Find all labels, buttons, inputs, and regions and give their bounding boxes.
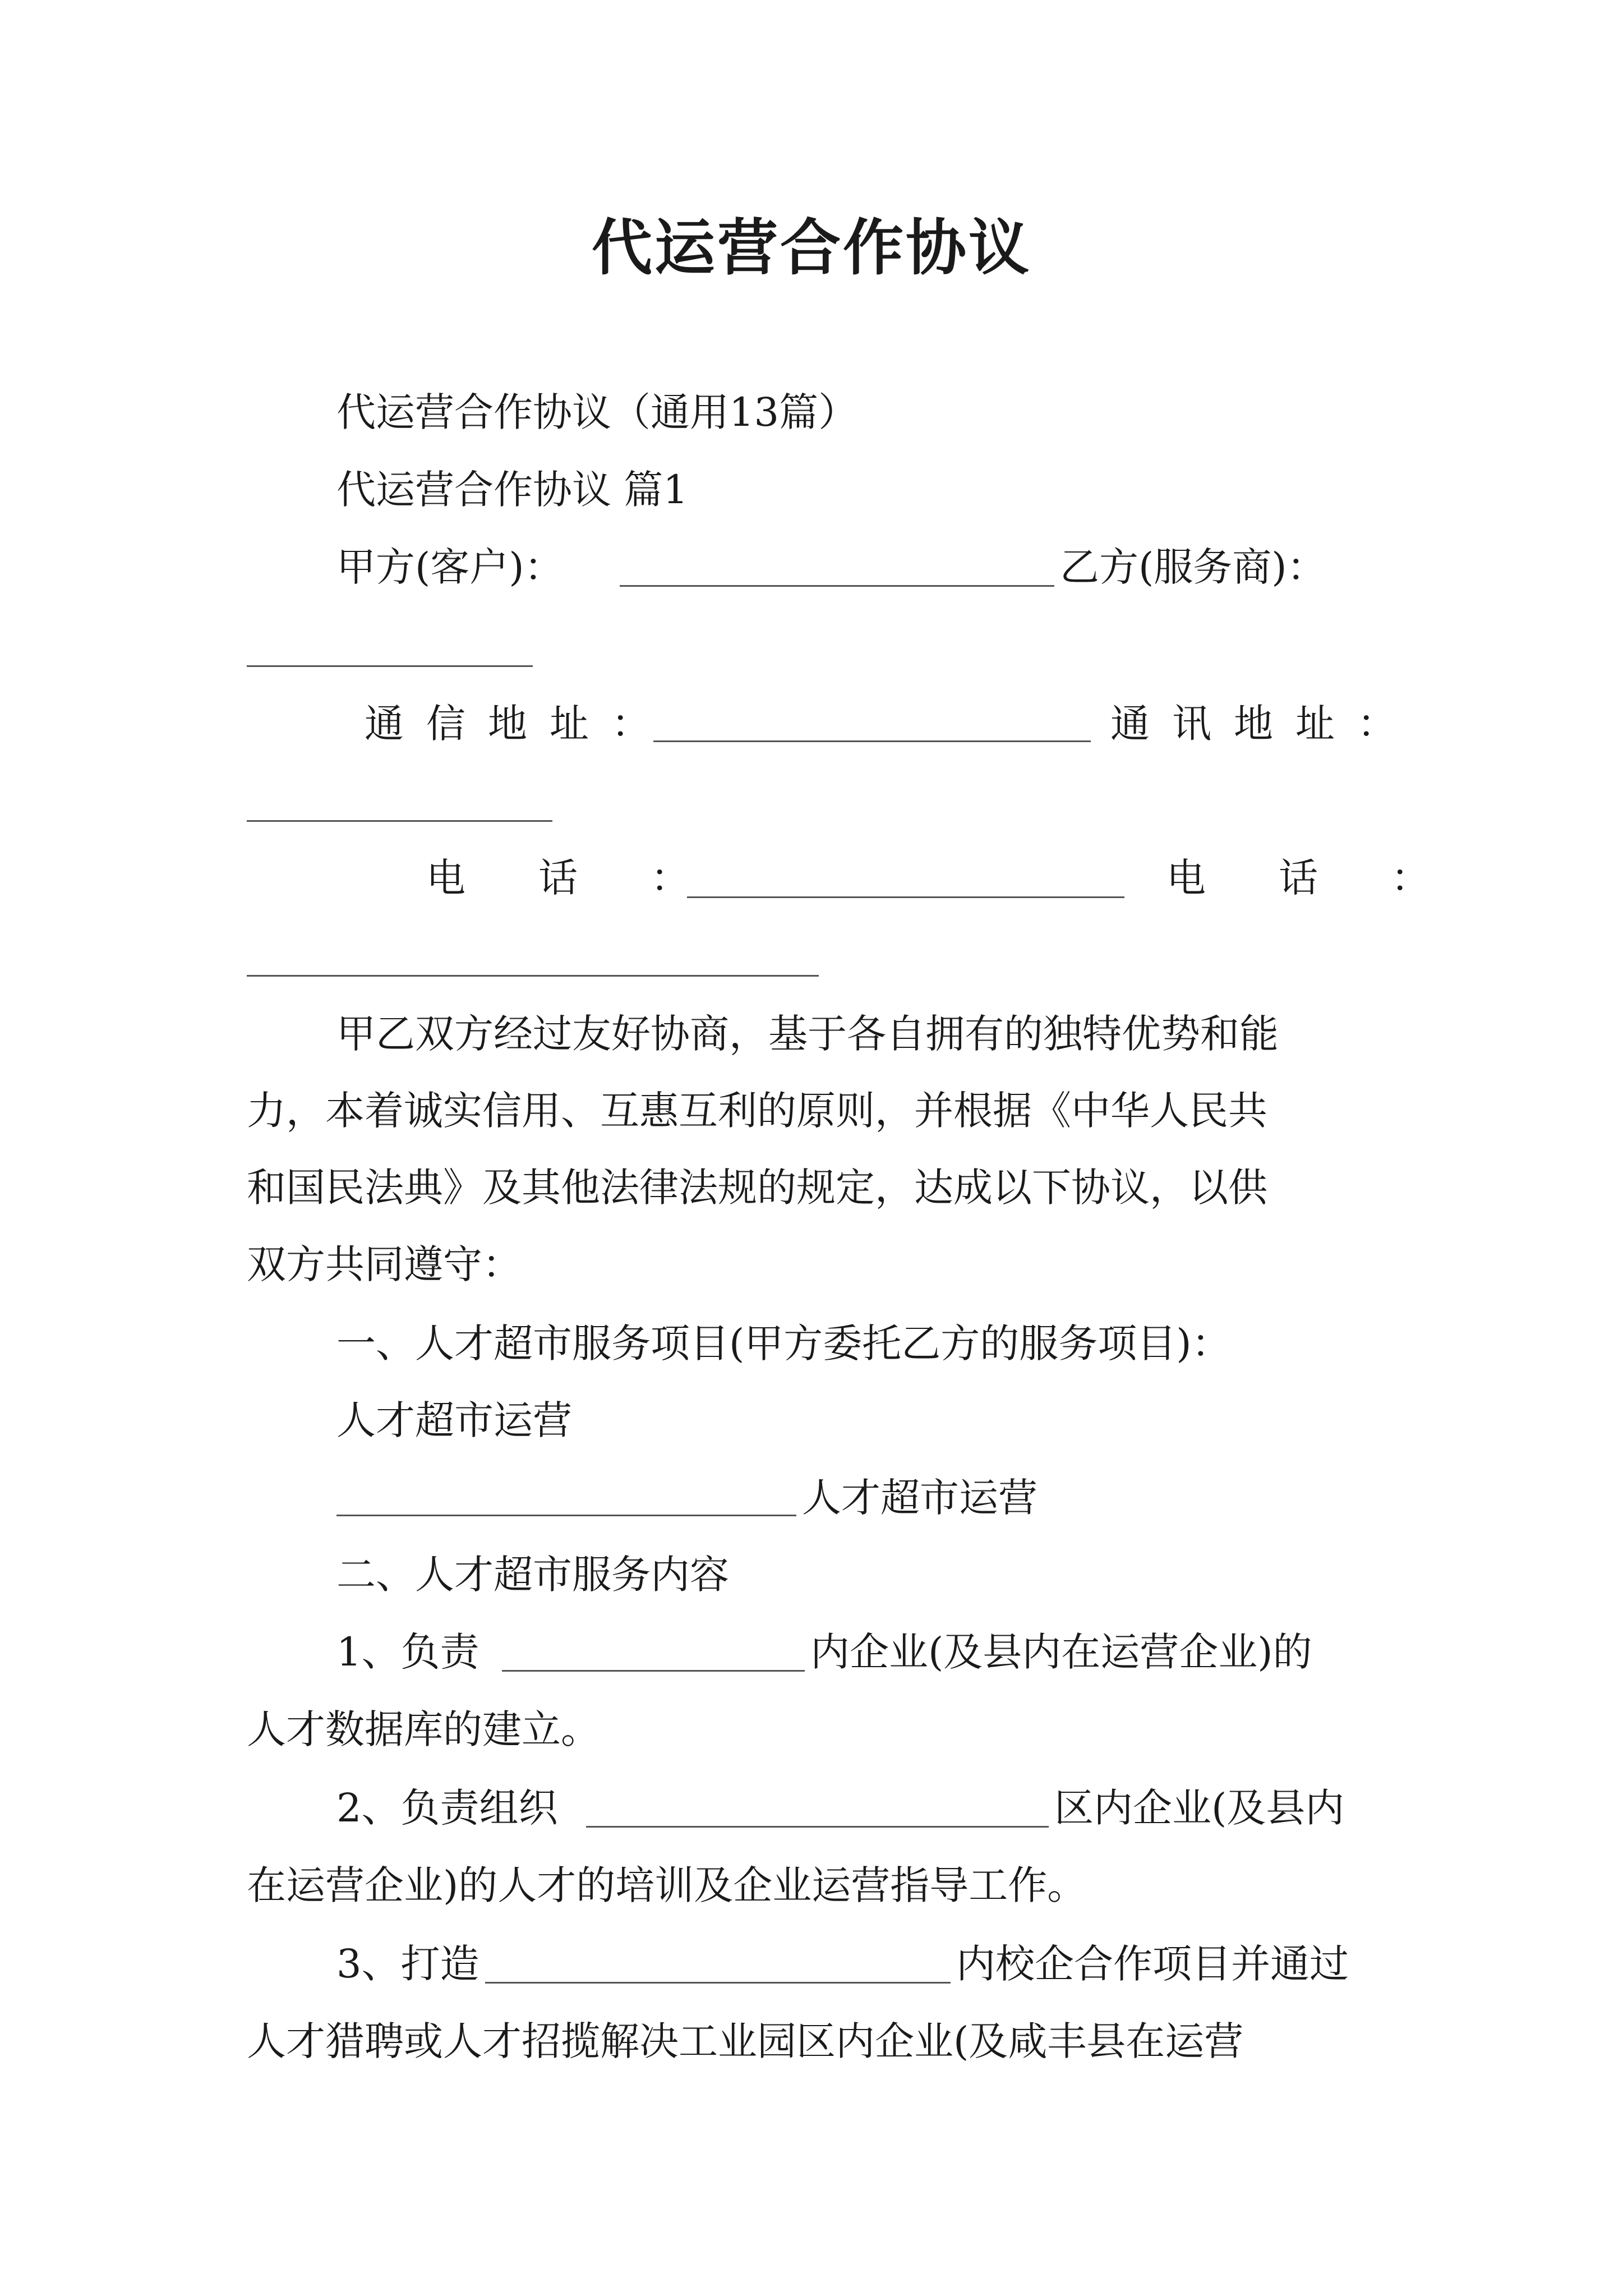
party-a-label: 甲方(客户)： (336, 544, 564, 590)
item2-prefix: 2、负责组织 (336, 1785, 558, 1831)
party-b-label: 乙方(服务商)： (1060, 544, 1326, 590)
item1-line2: 人才数据库的建立。 (247, 1706, 600, 1752)
item2-blank (586, 1826, 1049, 1828)
address-b-blank (247, 820, 552, 822)
party-b-blank (247, 665, 533, 667)
phone-b-label-wrap (1166, 855, 1503, 901)
clause1-item2: 人才超市运营 (802, 1475, 1038, 1521)
phone-a-label: 电话： (426, 855, 763, 901)
item2-line2: 在运营企业)的人才的培训及企业运营指导工作。 (247, 1862, 1087, 1908)
item3-suffix: 内校企合作项目并通过 (956, 1941, 1349, 1987)
intro-line-2: 力，本着诚实信用、互惠互利的原则，并根据《中华人民共 (247, 1088, 1267, 1134)
address-b-label-wrap (1110, 701, 1419, 747)
clause1-item: 人才超市运营 (336, 1397, 572, 1443)
item3-blank (485, 1982, 951, 1984)
address-a-label: 通信地址： (365, 701, 673, 747)
address-b-label: 通讯地址： (1110, 701, 1419, 747)
phone-b-label: 电话： (1166, 855, 1503, 901)
item2-suffix: 区内企业(及县内 (1054, 1785, 1345, 1831)
clause2-heading: 二、人才超市服务内容 (336, 1552, 729, 1598)
clause1-heading: 一、人才超市服务项目(甲方委托乙方的服务项目)： (336, 1320, 1231, 1366)
document-subtitle: 代运营合作协议（通用13篇） (336, 389, 858, 435)
item1-suffix: 内企业(及县内在运营企业)的 (810, 1629, 1312, 1675)
intro-line-1: 甲乙双方经过友好协商，基于各自拥有的独特优势和能 (336, 1011, 1279, 1057)
address-a-blank (653, 740, 1091, 742)
item1-prefix: 1、负责 (336, 1629, 479, 1675)
section-heading: 代运营合作协议 篇1 (336, 467, 688, 513)
intro-line-4: 双方共同遵守： (247, 1241, 522, 1287)
document-title: 代运营合作协议 (591, 213, 1031, 283)
item1-blank (502, 1670, 805, 1672)
item3-line2: 人才猎聘或人才招揽解决工业园区内企业(及咸丰县在运营 (247, 2018, 1244, 2064)
address-a-label-wrap (365, 701, 673, 747)
phone-a-blank (687, 896, 1124, 898)
phone-a-label-wrap (426, 855, 763, 901)
phone-b-blank (247, 975, 819, 977)
clause1-blank (336, 1515, 796, 1516)
party-a-blank (620, 585, 1054, 587)
intro-line-3: 和国民法典》及其他法律法规的规定，达成以下协议，以供 (247, 1165, 1267, 1211)
item3-prefix: 3、打造 (336, 1941, 479, 1987)
